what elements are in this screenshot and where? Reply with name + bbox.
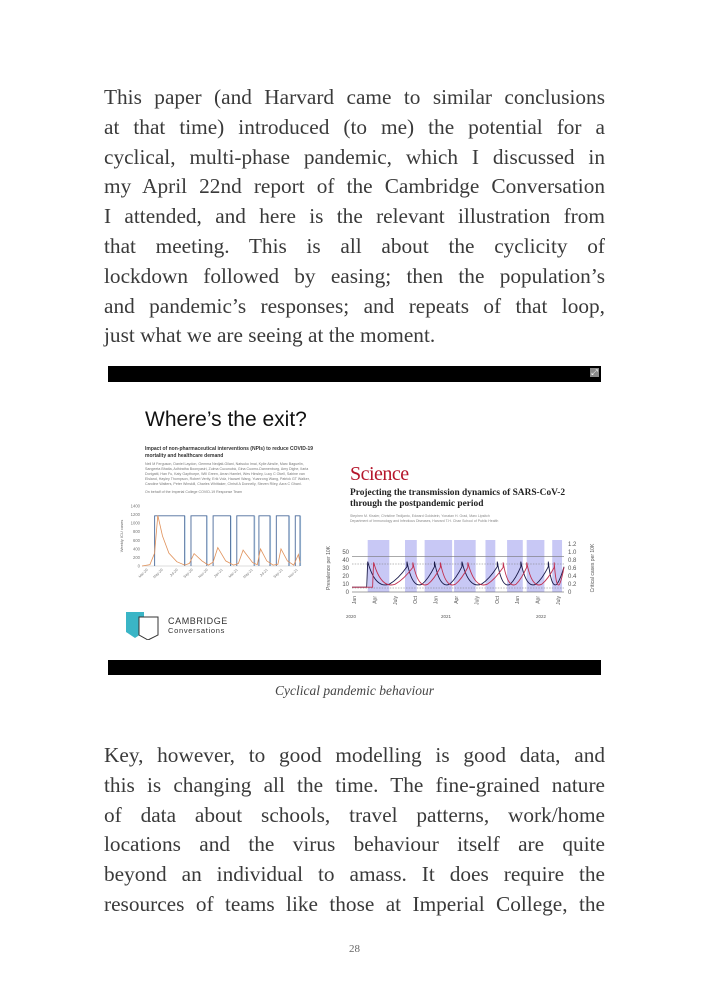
y-axis-label: Weekly ICU cases [119,519,124,553]
x-tick-label: May-20 [152,567,164,580]
x-tick-label: Oct [413,596,420,604]
x-tick-label: Mar-21 [227,567,239,579]
y-tick-label: 10 [342,582,349,588]
y2-tick-label: 1.2 [568,542,577,548]
left-paper-title: Impact of non-pharmaceutical interventions (NPIs) to reduce COVID-19 mortality and healthcare demand [145,446,314,459]
text-line: This paper (and Harvard came to similar conclusions [104,85,605,109]
science-logo: Science [350,463,409,485]
x-tick-label: Jan [433,596,440,605]
y2-tick-label: 0.4 [568,574,577,580]
y-tick-label: 400 [133,546,140,552]
text-line: and pandemic’s responses; and repeats of that loop, [104,293,605,318]
science-affiliation-text: Department of Immunology and Infectious Diseases, Harvard T.H. Chan School of Public Health [350,518,499,523]
y2-axis-label: Critical cases per 10K [590,543,596,593]
science-authors-text: Stephen M. Kissler, Christine Tedijanto, Edward Goldstein, Yonatan H. Grad, Marc Lipsitch [350,514,490,518]
cambridge-conversations-logo [168,616,228,635]
trigger-step [155,516,185,566]
y2-tick-label: 1.0 [568,550,577,556]
x-tick-label: Apr [454,596,460,604]
text-line: locations and the virus behaviour itself are quite [104,832,605,857]
body-paragraph-1 [104,83,605,351]
icu-chart [120,502,310,592]
cambridge-shield-icon [124,610,168,640]
x-tick-label: Jan-21 [213,567,224,579]
x-tick-label: July [556,596,562,605]
expand-icon[interactable]: ⤢ [591,368,598,377]
logo-line-2: Conversations [168,626,226,635]
y-tick-label: 1000 [130,520,140,526]
slide-title: Where’s the exit? [145,408,307,431]
trigger-step [276,516,289,566]
distancing-band [454,540,476,592]
y2-tick-label: 0 [568,590,572,596]
x-tick-label: Mar-20 [137,567,149,579]
x-tick-label: Nov-20 [197,567,209,579]
x-tick-label: Sep-20 [182,567,194,579]
trigger-step [259,516,270,566]
year-label: 2022 [536,614,547,619]
x-tick-label: Jul-20 [168,567,179,578]
y2-tick-label: 0.6 [568,566,577,572]
x-tick-label: Nov-21 [287,567,299,579]
trigger-step [237,516,254,566]
text-line: I attended, and here is the relevant illustration from [104,204,605,229]
year-label: 2020 [346,614,357,619]
prevalence-chart [326,538,596,628]
year-label: 2021 [441,614,452,619]
text-line: resources of teams like those at Imperial College, the [104,891,605,916]
y-tick-label: 200 [133,554,140,560]
figure-top-bar [108,366,601,382]
x-tick-label: July [474,596,481,605]
x-tick-label: Oct [494,596,501,604]
y-tick-label: 40 [342,558,349,564]
science-paper-title: Projecting the transmission dynamics of SARS-CoV-2 through the postpandemic period [350,488,566,509]
text-line: at that time) introduced (to me) the potential for a [104,114,605,139]
logo-line-1: CAMBRIDGE [168,616,228,626]
text-line: lockdown followed by easing; then the population’s [104,263,605,288]
x-tick-label: Apr [372,596,379,604]
text-line: beyond an individual to amass. It does require the [104,862,605,887]
x-tick-label: Sep-21 [272,567,284,579]
text-line: my April 22nd report of the Cambridge Conversation [104,174,605,199]
y-tick-label: 800 [133,529,140,535]
y-tick-label: 50 [342,550,349,556]
x-tick-label: Apr [535,596,542,604]
y-tick-label: 20 [342,574,349,580]
y2-tick-label: 0.8 [568,558,577,564]
text-line: that meeting. This is all about the cyclicity of [104,233,605,258]
x-tick-label: Jan [515,596,522,605]
x-tick-label: May-21 [242,567,254,580]
text-line: this is changing all the time. The fine-grained nature [104,772,605,797]
body-paragraph-2 [104,741,605,920]
y-tick-label: 600 [133,537,140,543]
y-tick-label: 0 [137,563,140,569]
y2-tick-label: 0.2 [568,582,577,588]
text-line: just what we are seeing at the moment. [104,323,436,348]
text-line: Key, however, to good modelling is good data, and [104,743,605,767]
x-tick-label: July [392,596,399,605]
y-tick-label: 1200 [130,512,140,518]
y-tick-label: 1400 [130,503,140,509]
trigger-step [213,516,230,566]
science-paper-authors [350,514,580,523]
figure-caption: Cyclical pandemic behaviour [275,683,434,698]
left-paper-authors: Neil M Ferguson, Daniel Laydon, Gemma Nedjati-Gilani, Natsuko Imai, Kylie Ainslie, Marc Baguelin, Sangeeta Bhatia, Adhiratha Boonyasiri, Zulma Cucunubá, Gina Cuomo-Dannenburg, Amy Dighe, Ilaria Dorigatti, Han Fu, Katy Gaythorpe, Will Green, Arran Hamlet, Wes Hinsley, Lucy C Okell, Sabine van Elsland, Hayley Thompson, Robert Verity, Erik Volz, Haowei Wang, Yuanrong Wang, Patrick GT Walker, Caroline Walters, Peter Winskill, Charles Whittaker, Christl A Donnelly, Steven Riley, Azra C Ghani. [145,462,310,486]
left-paper-header [145,446,315,494]
x-tick-label: Jul-21 [258,567,269,578]
text-line: of data about schools, travel patterns, work/home [104,802,605,827]
page-number: 28 [349,943,360,955]
embedded-figure [108,366,601,675]
x-tick-label: Jan [352,596,358,605]
left-paper-footer: On behalf of the Imperial College COVID-19 Response Team [145,490,243,494]
y-tick-label: 0 [345,590,349,596]
text-line: cyclical, multi-phase pandemic, which I discussed in [104,144,605,169]
figure-bottom-bar [108,660,601,675]
distancing-band [425,540,452,592]
y-axis-label: Prevalence per 10K [326,546,332,590]
y-tick-label: 30 [342,566,349,572]
